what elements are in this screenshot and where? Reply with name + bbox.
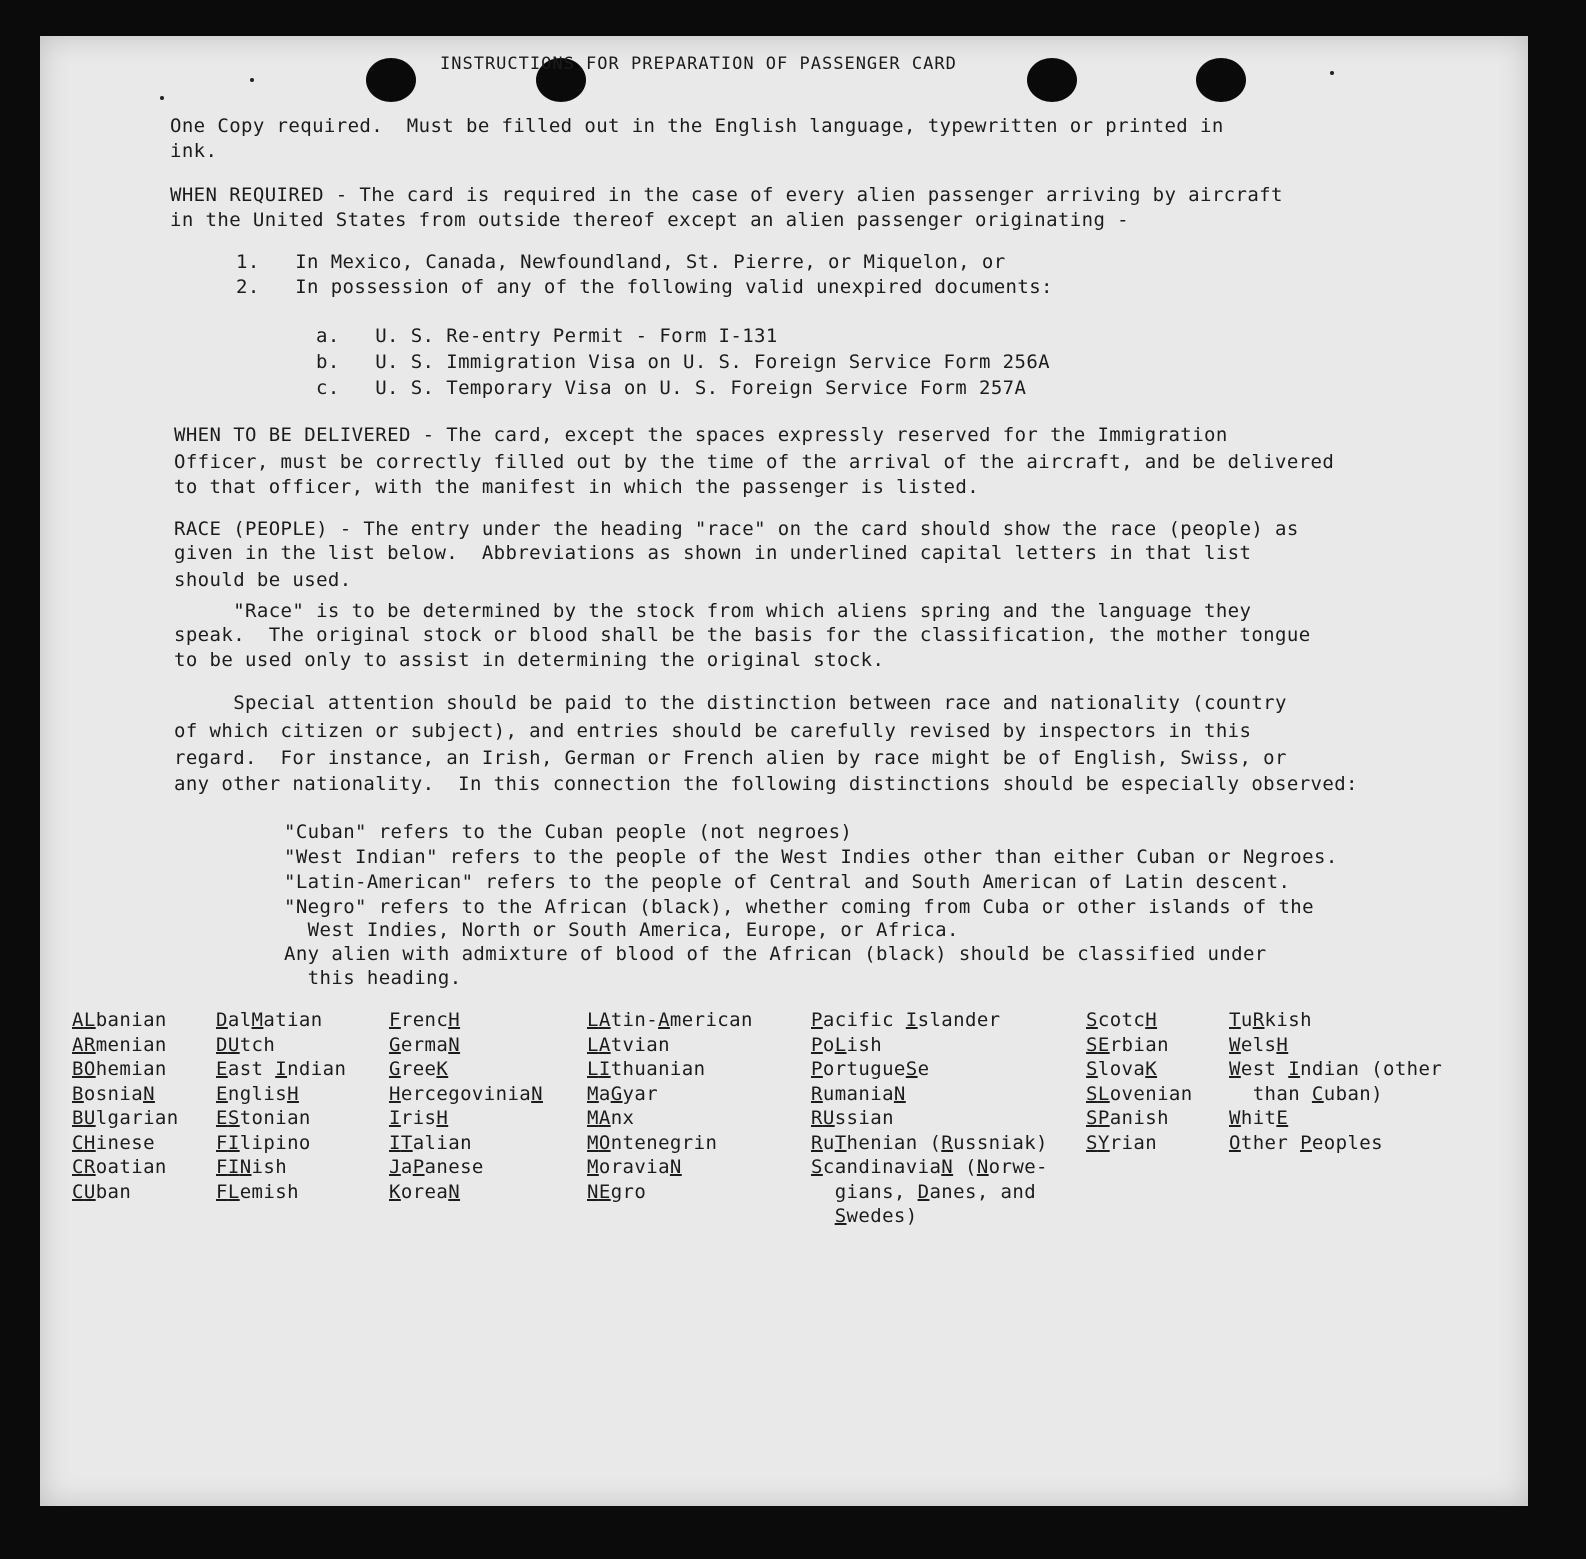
distinction-line: Any alien with admixture of blood of the African (black) should be classified under bbox=[284, 943, 1267, 965]
when-delivered-line: to that officer, with the manifest in which the passenger is listed. bbox=[174, 476, 980, 498]
race-entry: SlovaK bbox=[1086, 1058, 1158, 1080]
race-entry: MoraviaN bbox=[587, 1156, 682, 1178]
race-entry: MOntenegrin bbox=[587, 1131, 718, 1154]
race-column bbox=[811, 1008, 1048, 1229]
race-entry: PortugueSe bbox=[811, 1058, 930, 1080]
race-para3-line: regard. For instance, an Irish, German or French alien by race might be of English, Swiss, or bbox=[174, 747, 1287, 769]
race-para3-line: of which citizen or subject), and entries should be carefully revised by inspectors in this bbox=[174, 720, 1252, 742]
race-column bbox=[1086, 1008, 1193, 1155]
race-entry: DUtch bbox=[216, 1033, 276, 1056]
punch-hole bbox=[1027, 58, 1077, 102]
race-entry: MaGyar bbox=[587, 1082, 659, 1105]
race-entry: Other Peoples bbox=[1229, 1131, 1383, 1154]
race-entry: RUssian bbox=[811, 1107, 894, 1129]
race-entry: WhitE bbox=[1229, 1107, 1289, 1129]
race-entry: BOhemian bbox=[72, 1058, 167, 1080]
race-entry: than Cuban) bbox=[1252, 1082, 1383, 1105]
race-line: given in the list below. Abbreviations as shown in underlined capital letters in that list bbox=[174, 542, 1252, 564]
race-para2-line: speak. The original stock or blood shall be the basis for the classification, the mother tongue bbox=[174, 624, 1311, 646]
condition-item: 2. In possession of any of the following valid unexpired documents: bbox=[236, 276, 1053, 298]
when-delivered-line: WHEN TO BE DELIVERED - The card, except the spaces expressly reserved for the Immigration bbox=[174, 424, 1228, 446]
race-entry: FLemish bbox=[216, 1180, 299, 1203]
race-entry: EnglisH bbox=[216, 1082, 299, 1105]
when-required-line: in the United States from outside thereof except an alien passenger originating - bbox=[170, 209, 1129, 231]
race-entry: LAtin-American bbox=[587, 1009, 753, 1031]
document-item: c. U. S. Temporary Visa on U. S. Foreign Service Form 257A bbox=[316, 377, 1027, 399]
race-entry: JaPanese bbox=[389, 1156, 484, 1178]
race-entry: SPanish bbox=[1086, 1107, 1169, 1129]
distinction-line: "Cuban" refers to the Cuban people (not negroes) bbox=[284, 821, 853, 843]
race-entry: ScotcH bbox=[1086, 1009, 1158, 1031]
race-para3-line: any other nationality. In this connection the following distinctions should be especially observed: bbox=[174, 773, 1358, 795]
intro-line: One Copy required. Must be filled out in the English language, typewritten or printed in bbox=[170, 115, 1224, 137]
race-entry: MAnx bbox=[587, 1107, 635, 1129]
race-column bbox=[587, 1008, 753, 1204]
distinction-line: "West Indian" refers to the people of the West Indies other than either Cuban or Negroes. bbox=[284, 846, 1338, 868]
punch-hole bbox=[366, 58, 416, 102]
race-entry: LIthuanian bbox=[587, 1058, 706, 1080]
race-entry: ARmenian bbox=[72, 1033, 167, 1056]
race-entry: KoreaN bbox=[389, 1180, 461, 1203]
race-entry: East Indian bbox=[216, 1058, 347, 1080]
race-entry: TuRkish bbox=[1229, 1009, 1312, 1031]
race-column bbox=[72, 1008, 179, 1204]
race-entry: BUlgarian bbox=[72, 1107, 179, 1129]
document-item: b. U. S. Immigration Visa on U. S. Foreign Service Form 256A bbox=[316, 351, 1051, 373]
race-column bbox=[216, 1008, 346, 1204]
race-entry: DalMatian bbox=[216, 1009, 323, 1031]
race-entry: RuThenian (Russniak) bbox=[811, 1131, 1048, 1154]
race-entry: SYrian bbox=[1086, 1131, 1158, 1154]
race-entry: SErbian bbox=[1086, 1033, 1169, 1056]
race-entry: gians, Danes, and bbox=[834, 1180, 1037, 1203]
race-entry: RumaniaN bbox=[811, 1082, 906, 1105]
intro-line: ink. bbox=[170, 140, 218, 162]
distinction-line: West Indies, North or South America, Europe, or Africa. bbox=[284, 919, 959, 941]
race-column bbox=[1229, 1008, 1442, 1155]
race-entry: EStonian bbox=[216, 1107, 311, 1129]
race-entry: IrisH bbox=[389, 1107, 449, 1129]
race-entry: FINish bbox=[216, 1156, 288, 1178]
when-required-line: WHEN REQUIRED - The card is required in the case of every alien passenger arriving by aircraft bbox=[170, 184, 1283, 206]
when-delivered-line: Officer, must be correctly filled out by the time of the arrival of the aircraft, and be delivered bbox=[174, 451, 1335, 473]
race-entry: CUban bbox=[72, 1180, 132, 1203]
race-line: should be used. bbox=[174, 569, 352, 591]
race-entry: GermaN bbox=[389, 1033, 461, 1056]
race-column bbox=[389, 1008, 543, 1204]
distinction-line: "Negro" refers to the African (black), whether coming from Cuba or other islands of the bbox=[284, 896, 1314, 918]
race-entry: SLovenian bbox=[1086, 1082, 1193, 1105]
race-para2-line: to be used only to assist in determining the original stock. bbox=[174, 649, 885, 671]
punch-hole bbox=[1196, 58, 1246, 102]
race-entry: GreeK bbox=[389, 1058, 449, 1080]
condition-item: 1. In Mexico, Canada, Newfoundland, St. Pierre, or Miquelon, or bbox=[236, 251, 1006, 273]
document-item: a. U. S. Re-entry Permit - Form I-131 bbox=[316, 325, 778, 347]
page-title: INSTRUCTIONS FOR PREPARATION OF PASSENGER CARD bbox=[440, 54, 957, 74]
race-entry: HercegoviniaN bbox=[389, 1082, 543, 1105]
race-entry: Pacific Islander bbox=[811, 1009, 1001, 1031]
race-entry: ALbanian bbox=[72, 1009, 167, 1031]
race-entry: PoLish bbox=[811, 1033, 883, 1056]
race-entry: West Indian (other bbox=[1229, 1058, 1443, 1080]
race-entry: Swedes) bbox=[834, 1205, 918, 1227]
race-entry: ITalian bbox=[389, 1131, 472, 1154]
distinction-line: this heading. bbox=[284, 967, 462, 989]
race-entry: FIlipino bbox=[216, 1131, 311, 1154]
race-entry: ScandinaviaN (Norwe- bbox=[811, 1156, 1048, 1178]
distinction-line: "Latin-American" refers to the people of Central and South American of Latin descent. bbox=[284, 871, 1291, 893]
race-entry: FrencH bbox=[389, 1009, 461, 1031]
race-para3-line: Special attention should be paid to the distinction between race and nationality (country bbox=[174, 692, 1287, 714]
race-entry: LAtvian bbox=[587, 1033, 670, 1056]
race-entry: CRoatian bbox=[72, 1156, 167, 1178]
race-entry: CHinese bbox=[72, 1131, 155, 1154]
race-line: RACE (PEOPLE) - The entry under the heading "race" on the card should show the race (people) as bbox=[174, 518, 1299, 540]
race-entry: NEgro bbox=[587, 1180, 647, 1203]
race-entry: BosniaN bbox=[72, 1082, 155, 1105]
race-para2-line: "Race" is to be determined by the stock from which aliens spring and the language they bbox=[174, 600, 1252, 622]
race-entry: WelsH bbox=[1229, 1033, 1289, 1056]
